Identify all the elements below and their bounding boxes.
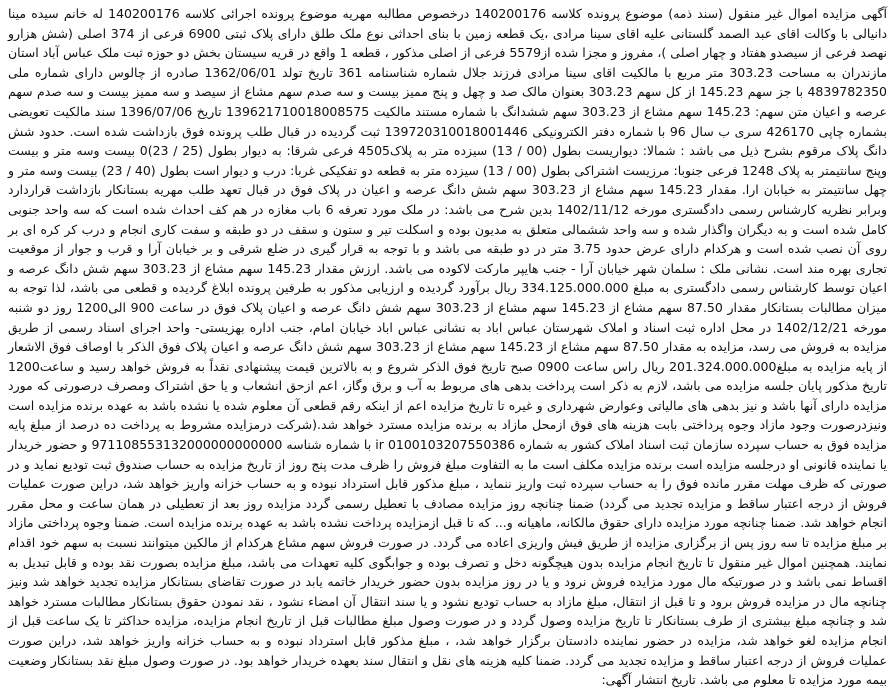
- notice-text: آگهی مزایده اموال غیر منقول (سند ذمه) موضوع پرونده کلاسه 140200176 درخصوص مطالبه مهریه موضوع پرونده اجرائی کلاسه 140200176 له خانم سیده مینا دانیالی با وکالت اقای عبد الصمد گلستانی علیه اقای سینا مرادی ،یک قطعه زمین با بنای احداثی نوع ملک طلق دارای پلاک ثبتی 6900 فرعی از 374 اصلی (شش هزارو نهصد فرعی از سیصدو هفتاد و چهار اصلی )، مفروز و مجزا شده از5579 فرعی از اصلی مذکور ، قطعه 1 واقع در قریه سیستان بخش دو حوزه ثبت ملک عباس آباد استان مازندران به مساحت 303.23 متر مربع با مالکیت اقای سینا مرادی فرزند جلال شماره شناسنامه 361 تاریخ تولد 1362/06/01 صادره از چالوس دارای شماره ملی 4839782350 با جز سهم 145.23 از کل سهم 303.23 بعنوان مالک صد و چهل و پنج ممیز بیست و سه صدم سهم مشاع از سیصد و سه ممیز بیست و سه صدم سهم عرصه و اعیان متن سهم: 145.23 سهم مشاع از 303.23 سهم ششدانگ با شماره مستند مالکیت 139621710018008575 تاریخ 1396/07/06 سند مالکیت تعویضی بشماره چاپی 426170 سری ب سال 96 با شماره دفتر الکترونیکی 139720310018001446 ثبت گردیده در قبال طلب پرونده فوق بازداشت شده است. حدود شش دانگ پلاک مرقوم بشرح ذیل می باشد : شمالا: دیواریست بطول (00 / 13) سیزده متر به پلاک4505 فرعی شرقا: به دیوار بطول (25 / 23)0 بیست وسه متر و بیست وپنج سانتیمتر به پلاک 1248 فرعی جنوبا: مرزیست اشتراکی بطول (00 / 13) سیزده متر به قطعه دو تفکیکی غربا: درب و دیوار است بطول (40 / 23) بیست وسه متر و چهل سانتیمتر به خیابان ارا. مقدار 145.23 سهم مشاع از 303.23 سهم شش دانگ عرصه و اعیان در پلاک فوق در قبال تعهد طلب مهریه بستانکار بازداشت قراردارد وبرابر نظریه کارشناس رسمی دادگستری مورخه 1402/11/12 بدین شرح می باشد: در ملک مورد تعرفه 6 باب مغازه در هم کف احداث شده است که سه واحد جنوبی کامل شده است و به دیگران واگذار شده و سه واحد ششمالی متعلق به مدیون بوده و اسکلت تیر و ستون و سقف در دو طبقه و سفت کاری انجام و درب کر کره ای بر روی آن نصب شده است و هرکدام دارای عرض حدود 3.75 متر در دو طبقه می باشد و با توجه به قرار گیری در ضلع شرقی و بر خیابان آرا و قرب و جوار از موقعیت تجاری بهره مند است. نشانی ملک : سلمان شهر خیابان آرا - جنب هایپر مارکت لاکوده می باشد. ارزش مقدار 145.23 سهم مشاع از 303.23 سهم شش دانگ عرصه و اعیان توسط کارشناس رسمی دادگستری به مبلغ 334.125.000.000 ریال برآورد گردیده و ارزیابی مذکور به طرفین پرونده ابلاغ گردیده و قطعی می باشد، لذا توجه به میزان مطالبات بستانکار مقدار 87.50 سهم مشاع از 145.23 سهم مشاع از 303.23 سهم شش دانگ عرصه و اعیان پلاک فوق در ساعت 900 الی1200 روز دو شنبه مورخه 1402/12/21 در محل اداره ثبت اسناد و املاک شهرستان عباس اباد به نشانی عباس اباد خیابان امام، جنب اداره بهزیستی- واحد اجرای اسناد رسمی از طریق مزایده به فروش می رسد، مزایده به مقدار 87.50 سهم مشاع از 145.23 سهم مشاع از 303.23 سهم شش دانگ عرصه و اعیان پلاک فوق الذکر با اوصاف فوق الاشعار از پایه مزایده به مبلغ201.324.000.000 ریال راس ساعت 0900 صبح تاریخ فوق الذکر شروع و به بالاترین قیمت پیشنهادی نقداً به فروش خواهد رسید و ساعت1200 تاریخ مذکور پایان جلسه مزایده می باشد، لازم به ذکر است پرداخت بدهی های مربوط به آب و برق وگاز، اعم ازحق انشعاب و یا حق اشتراک ومصرف درصورتی که مورد مزایده دارای آنها باشد و نیز بدهی های مالیاتی وعوارض شهرداری و غیره تا تاریخ مزایده اعم از اینکه رقم قطعی آن معلوم شده یا نشده باشد به عهده برنده مزایده است ونیزدرصورت وجود مازاد وجوه پرداختی بابت هزینه های فوق ازمحل مازاد به برنده مزایده مسترد خواهد شد.(شرکت درمزایده مشروط به پرداخت ده درصد از مبلغ پایه مزایده فوق به حساب سپرده سازمان ثبت اسناد املاک کشور به شماره 0100103207550386 ir با شماره شناسه 971108553132000000000000 و حضور خریدار یا نماینده قانونی او درجلسه مزایده است برنده مزایده مکلف است ما به التفاوت مبلغ فروش را ظرف مدت پنج روز از تاریخ مزایده به حساب صندوق ثبت تودیع نماید و در صورتی که ظرف مهلت مقرر مانده فوق را به حساب سپرده ثبت واریز ننماید ، مبلغ مذکور قابل استرداد نبوده و به حساب خزانه واریز خواهد شد، دراین صورت عملیات فروش از درجه اعتبار ساقط و مزایده تجدید می گردد) ضمنا چنانچه روز مزایده مصادف با تعطیل رسمی گردد مزایده روز بعد از تعطیلی در همان ساعت و محل مقرر انجام خواهد شد. ضمنا چنانچه مورد مزایده دارای حقوق مالکانه، ماهیانه و... که تا قبل ازمزایده پرداخت نشده باشد به عهده برنده مزایده است. ضمنا وجوه پرداختی مازاد بر مبلغ مزایده تا سه روز پس از برگزاری مزایده از طریق فیش واریزی اعاده می گردد. در صورت فروش سهم مشاع هرکدام از مالکین میتوانند نسبت به سهم خود اقدام نمایند. همچنین اموال غیر منقول تا تاریخ انجام مزایده بدون هیچگونه دخل و تصرف بوده و جوابگوی کلیه تعهدات می باشد، مبلغ مزایده بصورت نقد بوده و قابل تبدیل به اقساط نمی باشد و در صورتیکه مال مورد مزایده فروش نرود و یا در روز مزایده بدون حضور خریدار خاتمه یابد در صورت تقاضای بستانکار مزایده تجدید خواهد شد ونیز چنانچه مال در مزایده فروش برود و تا قبل از انتقال، مبلغ مازاد به حساب تودیع نشود و یا سند انتقال آن امضاء نشود ، نقد نمودن حقوق بستانکار مطالبات مسترد خواهد شد و چنانچه مبلغ بیشتری از طرف بستانکار تا تاریخ مزایده وصول گردد و در صورت وصول مبلغ مطالبات قبل از تاریخ انجام مزایده، مزایده حداکثر تا یک ساعت قبل از انجام مزایده لغو خواهد شد، مزایده در حضور نماینده دادستان برگزار خواهد شد، ، مبلغ مذکور قابل استرداد نبوده و به حساب خزانه واریز خواهد شد، دراین صورت عملیات فروش از درجه اعتبار ساقط و مزایده تجدید می گردد. ضمنا کلیه هزینه های نقل و انتقال سند بعهده خریدار خواهد بود. در صورت وصول مبلغ نقد بستانکار وضعیت بیمه مورد مزایده تا معلوم می باشد. تاریخ انتشار آگهی:: [8, 6, 888, 688]
- auction-notice: [8, 4, 888, 688]
